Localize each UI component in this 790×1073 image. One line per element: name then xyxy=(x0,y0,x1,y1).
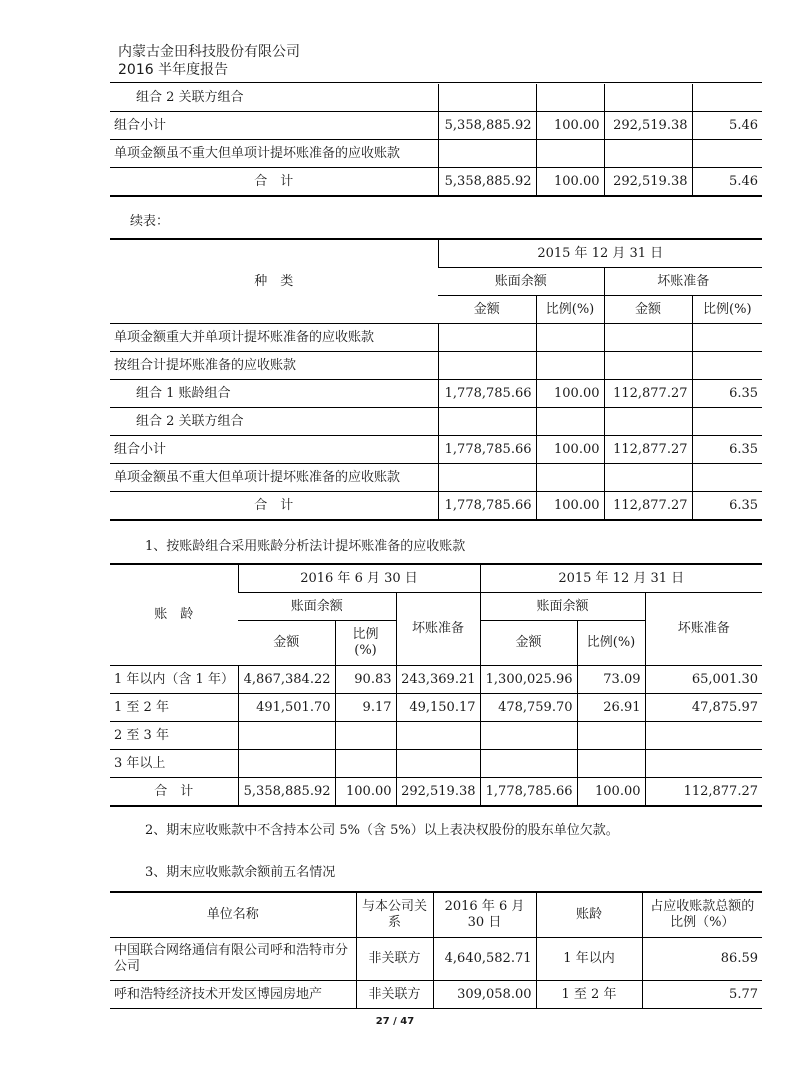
cell: 65,001.30 xyxy=(645,666,762,694)
cell: 呼和浩特经济技术开发区博园房地产 xyxy=(110,981,356,1009)
continue-label: 续表： xyxy=(130,214,170,229)
cell: 组合 2 关联方组合 xyxy=(110,408,438,436)
date-header: 2016 年 6 月 30 日 xyxy=(433,892,536,938)
cell: 5,358,885.92 xyxy=(438,168,536,197)
table-row xyxy=(110,140,762,168)
table-row xyxy=(110,380,762,408)
report-title: 2016 半年度报告 xyxy=(118,62,229,78)
cell xyxy=(438,324,536,352)
cell: 49,150.17 xyxy=(396,694,480,722)
percent-header: 占应收账款总额的比例（%） xyxy=(642,892,762,938)
table-total-row xyxy=(110,168,762,197)
cell: 按组合计提坏账准备的应收账款 xyxy=(110,352,438,380)
table-row xyxy=(110,938,762,981)
cell: 1 年以内 xyxy=(536,938,642,981)
cell: 1,778,785.66 xyxy=(480,778,577,807)
cell: 112,877.27 xyxy=(645,778,762,807)
company-name: 内蒙古金田科技股份有限公司 xyxy=(118,44,300,60)
table-row xyxy=(110,408,762,436)
cell: 100.00 xyxy=(536,168,604,197)
cell: 1,778,785.66 xyxy=(438,380,536,408)
cell xyxy=(238,722,335,750)
cell: 47,875.97 xyxy=(645,694,762,722)
cell xyxy=(335,722,396,750)
cell xyxy=(238,750,335,778)
ratio-header: 比例(%) xyxy=(536,296,604,324)
table-top-debtors xyxy=(110,891,762,1009)
cell xyxy=(396,722,480,750)
cell: 组合 2 关联方组合 xyxy=(110,84,438,112)
cell: 292,519.38 xyxy=(604,168,692,197)
cell: 112,877.27 xyxy=(604,380,692,408)
cell xyxy=(480,750,577,778)
cell: 5,358,885.92 xyxy=(438,112,536,140)
cell: 292,519.38 xyxy=(396,778,480,807)
cell xyxy=(438,140,536,168)
bad-debt-header: 坏账准备 xyxy=(396,593,480,666)
cell: 1 至 2 年 xyxy=(110,694,238,722)
table-total-row xyxy=(110,492,762,521)
cell xyxy=(645,750,762,778)
book-header: 账面余额 xyxy=(238,593,396,621)
cell: 73.09 xyxy=(577,666,645,694)
date-header-2016: 2016 年 6 月 30 日 xyxy=(238,564,480,593)
cell: 100.00 xyxy=(536,112,604,140)
amount-header: 金额 xyxy=(480,621,577,666)
cell: 112,877.27 xyxy=(604,492,692,521)
cell: 单项金额虽不重大但单项计提坏账准备的应收账款 xyxy=(110,140,438,168)
cell xyxy=(577,750,645,778)
cell: 合 计 xyxy=(110,778,238,807)
cell: 100.00 xyxy=(577,778,645,807)
cell: 100.00 xyxy=(335,778,396,807)
cell: 100.00 xyxy=(536,436,604,464)
section-1-heading: 1、按账龄组合采用账龄分析法计提坏账准备的应收账款 xyxy=(145,539,466,554)
kind-header: 种 类 xyxy=(110,239,438,324)
cell xyxy=(692,140,762,168)
cell: 单项金额重大并单项计提坏账准备的应收账款 xyxy=(110,324,438,352)
cell: 1,300,025.96 xyxy=(480,666,577,694)
age-header: 账 龄 xyxy=(110,564,238,666)
cell xyxy=(536,408,604,436)
cell xyxy=(438,84,536,112)
ratio-header xyxy=(335,621,396,666)
cell xyxy=(480,722,577,750)
cell: 非关联方 xyxy=(356,938,433,981)
ratio-header: 比例(%) xyxy=(692,296,762,324)
ratio-header: 比例(%) xyxy=(577,621,645,666)
cell xyxy=(536,140,604,168)
table-row xyxy=(110,722,762,750)
section-2-note: 2、期末应收账款中不含持本公司 5%（含 5%）以上表决权股份的股东单位欠款。 xyxy=(145,823,619,838)
cell: 合 计 xyxy=(110,168,438,197)
table-row xyxy=(110,750,762,778)
amount-header: 金额 xyxy=(238,621,335,666)
table-row xyxy=(110,666,762,694)
cell: 5.46 xyxy=(692,168,762,197)
bad-debt-header: 坏账准备 xyxy=(604,268,762,296)
table-row xyxy=(110,436,762,464)
cell xyxy=(438,408,536,436)
cell: 单项金额虽不重大但单项计提坏账准备的应收账款 xyxy=(110,464,438,492)
cell xyxy=(604,324,692,352)
table-aging xyxy=(110,563,762,807)
cell: 1 年以内（含 1 年） xyxy=(110,666,238,694)
cell: 6.35 xyxy=(692,380,762,408)
cell: 1,778,785.66 xyxy=(438,436,536,464)
cell: 491,501.70 xyxy=(238,694,335,722)
cell: 243,369.21 xyxy=(396,666,480,694)
cell xyxy=(335,750,396,778)
amount-header: 金额 xyxy=(604,296,692,324)
cell xyxy=(536,352,604,380)
cell xyxy=(536,464,604,492)
ratio-unit: (%) xyxy=(354,643,377,658)
cell xyxy=(438,352,536,380)
cell: 112,877.27 xyxy=(604,436,692,464)
cell: 组合 1 账龄组合 xyxy=(110,380,438,408)
cell xyxy=(692,324,762,352)
cell: 9.17 xyxy=(335,694,396,722)
date-header-2015: 2015 年 12 月 31 日 xyxy=(480,564,762,593)
cell: 90.83 xyxy=(335,666,396,694)
book-header: 账面余额 xyxy=(480,593,645,621)
book-header: 账面余额 xyxy=(438,268,604,296)
table-total-row xyxy=(110,778,762,807)
header-rule xyxy=(110,82,762,83)
table-2015 xyxy=(110,238,762,521)
cell: 2 至 3 年 xyxy=(110,722,238,750)
cell: 26.91 xyxy=(577,694,645,722)
cell xyxy=(396,750,480,778)
table-row xyxy=(110,981,762,1009)
cell xyxy=(645,722,762,750)
cell: 4,867,384.22 xyxy=(238,666,335,694)
cell xyxy=(604,408,692,436)
cell: 86.59 xyxy=(642,938,762,981)
cell: 组合小计 xyxy=(110,112,438,140)
cell xyxy=(438,464,536,492)
amount-header: 金额 xyxy=(438,296,536,324)
table-row xyxy=(110,324,762,352)
cell xyxy=(692,408,762,436)
cell xyxy=(604,140,692,168)
cell xyxy=(604,84,692,112)
cell xyxy=(536,84,604,112)
cell: 5.77 xyxy=(642,981,762,1009)
cell: 100.00 xyxy=(536,380,604,408)
page-number: 27 / 47 xyxy=(375,1016,415,1027)
table-row xyxy=(110,352,762,380)
date-header: 2015 年 12 月 31 日 xyxy=(438,239,762,268)
cell: 309,058.00 xyxy=(433,981,536,1009)
relation-header: 与本公司关系 xyxy=(356,892,433,938)
cell: 6.35 xyxy=(692,436,762,464)
cell: 6.35 xyxy=(692,492,762,521)
table-row xyxy=(110,84,762,112)
cell: 4,640,582.71 xyxy=(433,938,536,981)
table-row xyxy=(110,694,762,722)
cell: 5.46 xyxy=(692,112,762,140)
bad-debt-header: 坏账准备 xyxy=(645,593,762,666)
cell: 中国联合网络通信有限公司呼和浩特市分公司 xyxy=(110,938,356,981)
cell xyxy=(604,352,692,380)
cell xyxy=(692,352,762,380)
age-header: 账龄 xyxy=(536,892,642,938)
name-header: 单位名称 xyxy=(110,892,356,938)
cell xyxy=(536,324,604,352)
cell: 478,759.70 xyxy=(480,694,577,722)
cell: 3 年以上 xyxy=(110,750,238,778)
cell xyxy=(577,722,645,750)
table-row xyxy=(110,464,762,492)
table-continued xyxy=(110,84,762,197)
cell: 5,358,885.92 xyxy=(238,778,335,807)
cell: 100.00 xyxy=(536,492,604,521)
cell xyxy=(604,464,692,492)
cell: 组合小计 xyxy=(110,436,438,464)
cell xyxy=(692,84,762,112)
cell: 非关联方 xyxy=(356,981,433,1009)
ratio-label: 比例 xyxy=(352,627,379,642)
cell: 292,519.38 xyxy=(604,112,692,140)
cell: 1,778,785.66 xyxy=(438,492,536,521)
table-row xyxy=(110,112,762,140)
cell: 合 计 xyxy=(110,492,438,521)
cell xyxy=(692,464,762,492)
cell: 1 至 2 年 xyxy=(536,981,642,1009)
section-3-heading: 3、期末应收账款余额前五名情况 xyxy=(145,865,336,880)
